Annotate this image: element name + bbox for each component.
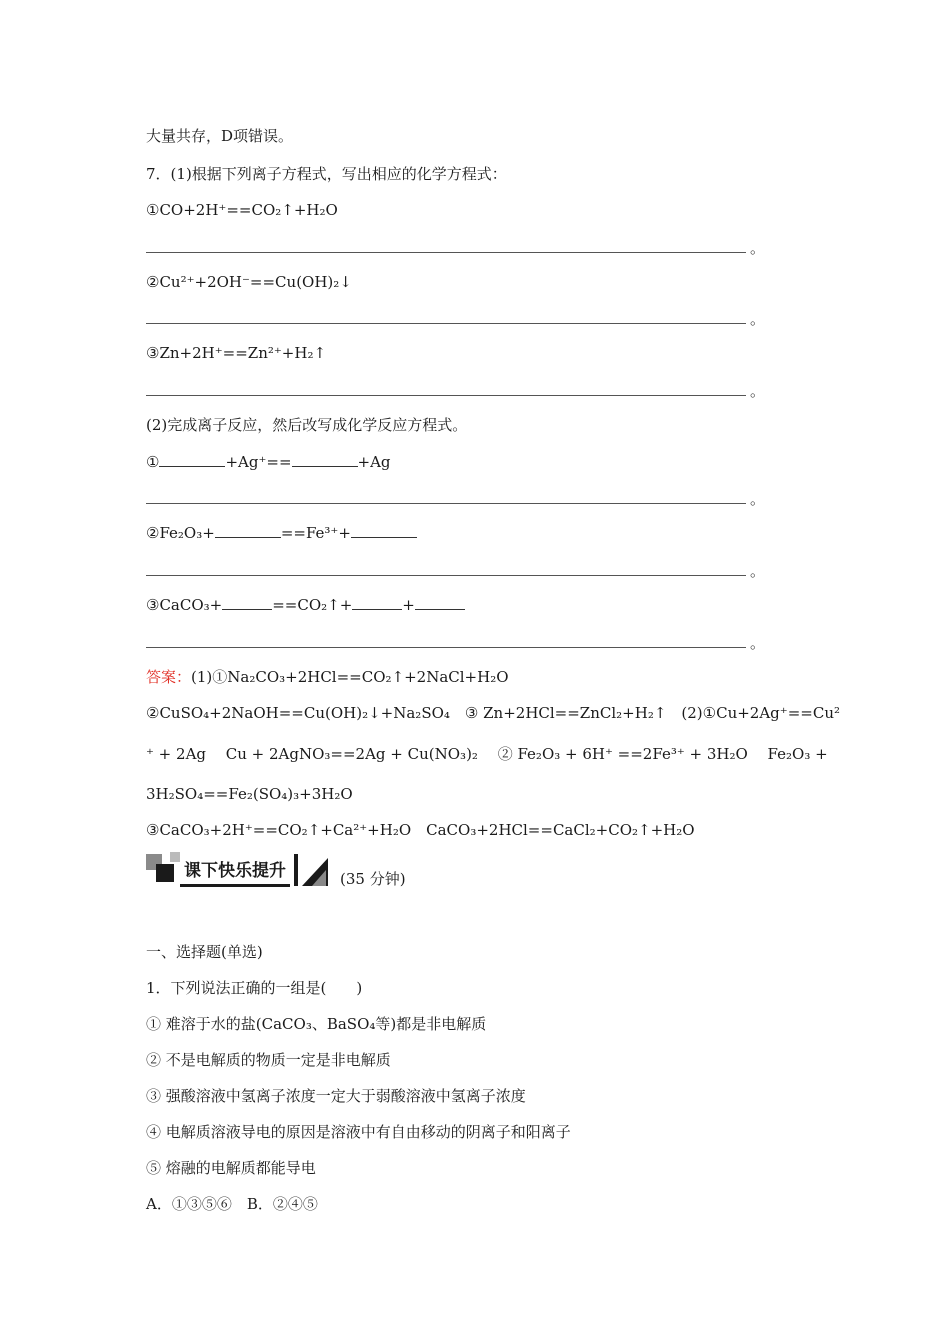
- part-heading: 一、选择题(单选): [146, 943, 263, 961]
- fill-blank: [222, 595, 272, 610]
- fill-equation-1: [146, 452, 391, 472]
- period: 。: [750, 382, 766, 400]
- equation-7-1: ①CO+2H⁺==CO₂↑+H₂O: [146, 201, 338, 219]
- answer-line-3: ⁺ + 2Ag Cu + 2AgNO₃==2Ag + Cu(NO₃)₂ ② Fe₂O₃ + 6H⁺ ==2Fe³⁺ + 3H₂O Fe₂O₃ +: [146, 745, 828, 763]
- fill-blank: [215, 523, 281, 538]
- option-3: ③ 强酸溶液中氢离子浓度一定大于弱酸溶液中氢离子浓度: [146, 1087, 526, 1105]
- answer-label: 答案：: [146, 668, 192, 686]
- answer-line: [146, 575, 746, 576]
- text: ②Fe₂O₃+: [146, 524, 215, 542]
- fill-equation-2: [146, 523, 417, 543]
- fill-blank: [351, 523, 417, 538]
- question-7-part-2: (2)完成离子反应，然后改写成化学反应方程式。: [146, 416, 468, 434]
- fill-blank: [292, 452, 358, 467]
- fill-blank: [415, 595, 465, 610]
- period: 。: [750, 634, 766, 652]
- equation-7-2: ②Cu²⁺+2OH⁻==Cu(OH)₂↓: [146, 273, 352, 291]
- answer-line-4: 3H₂SO₄==Fe₂(SO₄)₃+3H₂O: [146, 785, 353, 803]
- question-1: 1．下列说法正确的一组是( ): [146, 979, 363, 997]
- text: +: [402, 596, 415, 614]
- fill-equation-3: [146, 595, 465, 615]
- decor-bar: [294, 854, 298, 886]
- period: 。: [750, 310, 766, 328]
- text: ==Fe³⁺+: [280, 524, 351, 542]
- section-title: 课下快乐提升: [180, 858, 290, 887]
- answer-line: [146, 647, 746, 648]
- answer-line: [146, 503, 746, 504]
- answer-line: [146, 395, 746, 396]
- answer-line-1: [146, 667, 509, 687]
- text: ①: [146, 453, 160, 471]
- decor-triangle-icon: [312, 870, 326, 886]
- decor-square-icon: [170, 852, 180, 862]
- fill-blank: [159, 452, 225, 467]
- answer-line-5: ③CaCO₃+2H⁺==CO₂↑+Ca²⁺+H₂O CaCO₃+2HCl==CaCl₂+CO₂↑+H₂O: [146, 821, 695, 839]
- decor-square-icon: [156, 864, 174, 882]
- section-banner: [146, 850, 336, 890]
- option-4: ④ 电解质溶液导电的原因是溶液中有自由移动的阴离子和阳离子: [146, 1123, 571, 1141]
- text-line: 大量共存，D项错误。: [146, 127, 294, 145]
- choice-ab: A．①③⑤⑥ B．②④⑤: [146, 1195, 318, 1213]
- option-5: ⑤ 熔融的电解质都能导电: [146, 1159, 316, 1177]
- text: ③CaCO₃+: [146, 596, 223, 614]
- answer-text: (1)①Na₂CO₃+2HCl==CO₂↑+2NaCl+H₂O: [191, 668, 509, 686]
- option-1: ① 难溶于水的盐(CaCO₃、BaSO₄等)都是非电解质: [146, 1015, 487, 1033]
- time-limit: (35 分钟): [340, 870, 406, 888]
- answer-line: [146, 323, 746, 324]
- option-2: ② 不是电解质的物质一定是非电解质: [146, 1051, 391, 1069]
- answer-line-2: ②CuSO₄+2NaOH==Cu(OH)₂↓+Na₂SO₄ ③ Zn+2HCl==ZnCl₂+H₂↑ (2)①Cu+2Ag⁺==Cu²: [146, 704, 840, 722]
- period: 。: [750, 490, 766, 508]
- text: +Ag⁺==: [225, 453, 292, 471]
- period: 。: [750, 562, 766, 580]
- text: ==CO₂↑+: [272, 596, 353, 614]
- fill-blank: [352, 595, 402, 610]
- period: 。: [750, 239, 766, 257]
- equation-7-3: ③Zn+2H⁺==Zn²⁺+H₂↑: [146, 344, 327, 362]
- answer-line: [146, 252, 746, 253]
- question-7-title: 7．(1)根据下列离子方程式，写出相应的化学方程式：: [146, 165, 507, 183]
- text: +Ag: [357, 453, 391, 471]
